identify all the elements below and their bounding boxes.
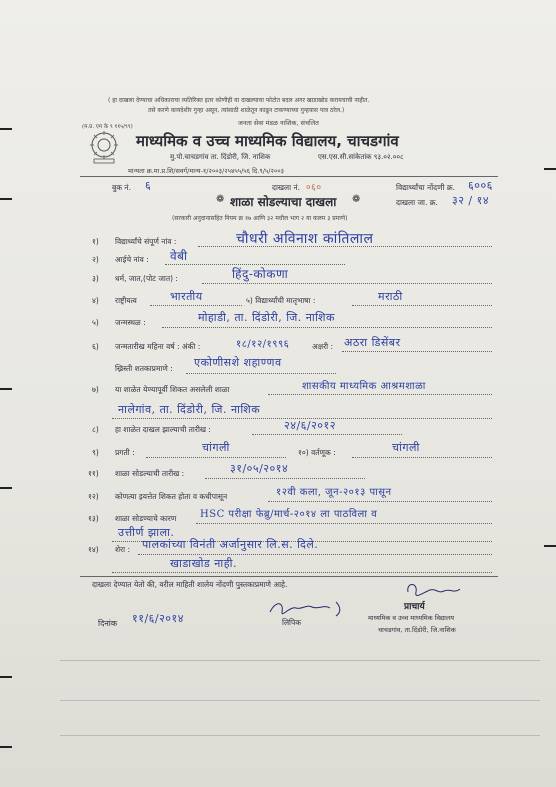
mother-tongue-value: मराठी [378,290,403,303]
field-no: ११) [88,469,99,478]
field-value-birthplace: मोहाडी, ता. दिंडोरी, जि. नाशिक [198,311,335,324]
field-label-nationality: राष्ट्रीयत्व [115,296,137,305]
clerk-signature [266,598,346,620]
field-no: ५) [92,318,99,327]
disclaimer-line2: तसे करणे कायदेशीर गुन्हा असून, त्यांसाठी शाळेतून काढून टाकण्याच्या गुन्हयास पात्र ठरेल.) [148,107,345,114]
field-line [205,478,365,479]
field-value-nationality: भारतीय [170,290,203,303]
field-no: १३) [88,514,99,523]
field-label-remarks: शेरा : [115,545,131,554]
dob-words-label: अक्षरी : [312,342,334,351]
leaving-reason-line2: उत्तीर्ण झाला. [118,526,175,539]
field-value-progress: चांगली [202,441,230,454]
remarks-line2: खाडाखोड नाही. [170,557,237,570]
punch-hole [544,168,556,170]
serial-label: दाखला नं. [272,183,301,192]
field-no: १२) [88,492,99,501]
punch-hole [0,198,12,200]
field-line [268,501,492,502]
field-label-progress: प्रगती : [115,448,135,457]
field-no: ३) [92,274,99,283]
field-no: २) [92,255,99,264]
conduct-label: १०) वर्तणूक : [298,448,336,457]
field-no: ४) [92,296,99,305]
date-value: ११/६/२०१४ [132,612,184,625]
field-label-birthplace: जन्मस्थळ : [115,318,146,327]
page-rule [60,700,540,701]
school-name: माध्यमिक व उच्च माध्यमिक विद्यालय, चाचडगांव [136,132,399,150]
field-value-leaving-reason: HSC परीक्षा फेब्रु/मार्च-२०१४ ला पाठविला व [200,509,378,520]
certification-text: दाखला देण्यात येतो की, वरील माहिती शालेय नोंदणी पुस्तकाप्रमाणे आहे. [92,580,288,589]
field-value-remarks: पालकांच्या विनंती अर्जानुसार लि.स. दिले. [142,538,319,551]
org-name: जनता सेवा मंडळ नाशिक, संचलित [238,119,319,127]
punch-hole [0,388,12,390]
field-line [342,351,492,352]
field-no: १) [92,237,99,246]
header-divider [80,176,498,177]
field-no: १४) [88,545,99,554]
field-line [186,373,336,374]
field-line [138,554,492,555]
reg-value: ६००६ [468,179,493,192]
field-value-religion-caste: हिंदु-कोकणा [232,267,289,281]
school-address: मु.पो.चाचडगांव ता. दिंडोरी, जि. नाशिक [170,153,271,161]
field-label-student-name: विद्यार्थ्यांचे संपूर्ण नांव : [115,237,177,246]
field-line [112,572,492,573]
field-label-class: कोणत्या इयत्तेत शिकत होता व कधीपासून [115,492,228,501]
field-value-class: १२वी कला, जून-२०१३ पासून [276,487,392,498]
principal-school-line: माध्यमिक व उच्च माध्यमिक विद्यालय [368,614,454,622]
page-rule [60,660,540,661]
field-no: ७) [92,385,99,394]
field-value-leaving-date: ३१/०५/२०१४ [230,462,289,475]
dob-words-value: अठरा डिसेंबर [344,336,401,349]
field-value-student-name: चौधरी अविनाश कांतिलाल [236,231,374,247]
serial-value: ०६० [306,183,322,193]
date-label: दिनांक [98,619,117,628]
field-value-admission-date: २४/६/२०१२ [284,419,336,432]
field-line [162,327,492,328]
school-logo-icon [88,130,120,164]
recognition-number: मान्यता क्र.मा.प्र.शि/सवर्ग/मान्य-१/२००३/२५४५५/५६ दि.९/५/२००३ [128,167,284,175]
field-label-leaving-date: शाळा सोडल्याची तारीख : [115,469,185,478]
field-no: ६) [92,342,99,351]
dob-words2-value: एकोणीसशे शहाण्णव [194,356,282,369]
disclaimer-line1: ( हा दाखला देण्याचा अधिकाराचा व्यतिरिक्त इतर कोणीही या दाखल्याचा फोटोत बदल अगर खाडाखोड करायचाची नाहीत. [108,97,370,104]
form-title: शाळा सोडल्याचा दाखला [230,195,337,209]
bullet-icon: ❁ [352,194,361,205]
principal-address-line: चाचडगांव, ता.दिंडोरी, जि.नाशिक [378,626,456,634]
field-line [150,305,242,306]
punch-hole [544,545,556,547]
reference-number: (म.प्र. एम के ९ ११५/९९) [82,124,133,130]
reg-label: विद्यार्थ्यांचा नोंदणी क्र. [396,183,456,192]
dob-words2-label: ख्रिस्ती शतकाप्रमाणे : [115,364,173,373]
field-line [146,457,286,458]
previous-school-line2: नालेगांव, ता. दिंडोरी, जि. नाशिक [118,403,261,416]
field-label-dob: जन्मतारीख महिना वर्ष : अंकी : [115,342,201,351]
punch-hole [0,487,12,489]
punch-hole [0,676,12,678]
clerk-title: लिपिक [282,618,301,627]
field-line [352,305,492,306]
field-label-admission-date: हा शाळेत दाखल झाल्याची तारीख : [115,425,211,434]
form-subtitle: (सरकारी अनुदानासहित नियम क्र १७ आणि ३२ मधील भाग २ या कलम ३ प्रमाणे) [172,215,348,222]
mother-tongue-label: ५) विद्यार्थ्यांची मातृभाषा : [246,296,316,305]
field-line [202,283,492,284]
field-label-leaving-reason: शाळा सोडण्याचे कारण [115,514,177,523]
punch-hole [0,746,12,748]
book-label: बुक नं. [112,183,131,192]
admit-value: ३२ / १४ [452,194,490,207]
field-value-mother-name: वेबी [170,249,188,263]
page-rule [60,735,540,736]
ssc-code: एस.एस.सी.सांकेतांक ९३.०२.००८ [318,153,404,161]
footer-divider [80,576,498,577]
field-line [352,457,492,458]
field-no: ८) [92,425,99,434]
field-line [268,394,492,395]
field-label-religion-caste: धर्म, जात,(पोट जात) : [115,274,178,283]
book-value: ६ [145,179,152,192]
field-line [252,434,402,435]
admit-label: दाखला जा. क्र. [396,198,438,207]
punch-hole [0,128,12,130]
field-no: ९) [92,448,99,457]
field-value-previous-school: शासकीय माध्यमिक आश्रमशाळा [302,381,426,392]
field-line [196,523,492,524]
field-label-mother-name: आईचे नांव : [115,255,149,264]
principal-title: प्राचार्य [404,602,425,612]
conduct-value: चांगली [392,441,420,454]
field-label-previous-school: या शाळेत येण्यापूर्वी शिकत असलेली शाळा [115,385,230,394]
bullet-icon: ❁ [216,194,225,205]
field-value-dob: १८/१२/१९९६ [236,339,290,350]
